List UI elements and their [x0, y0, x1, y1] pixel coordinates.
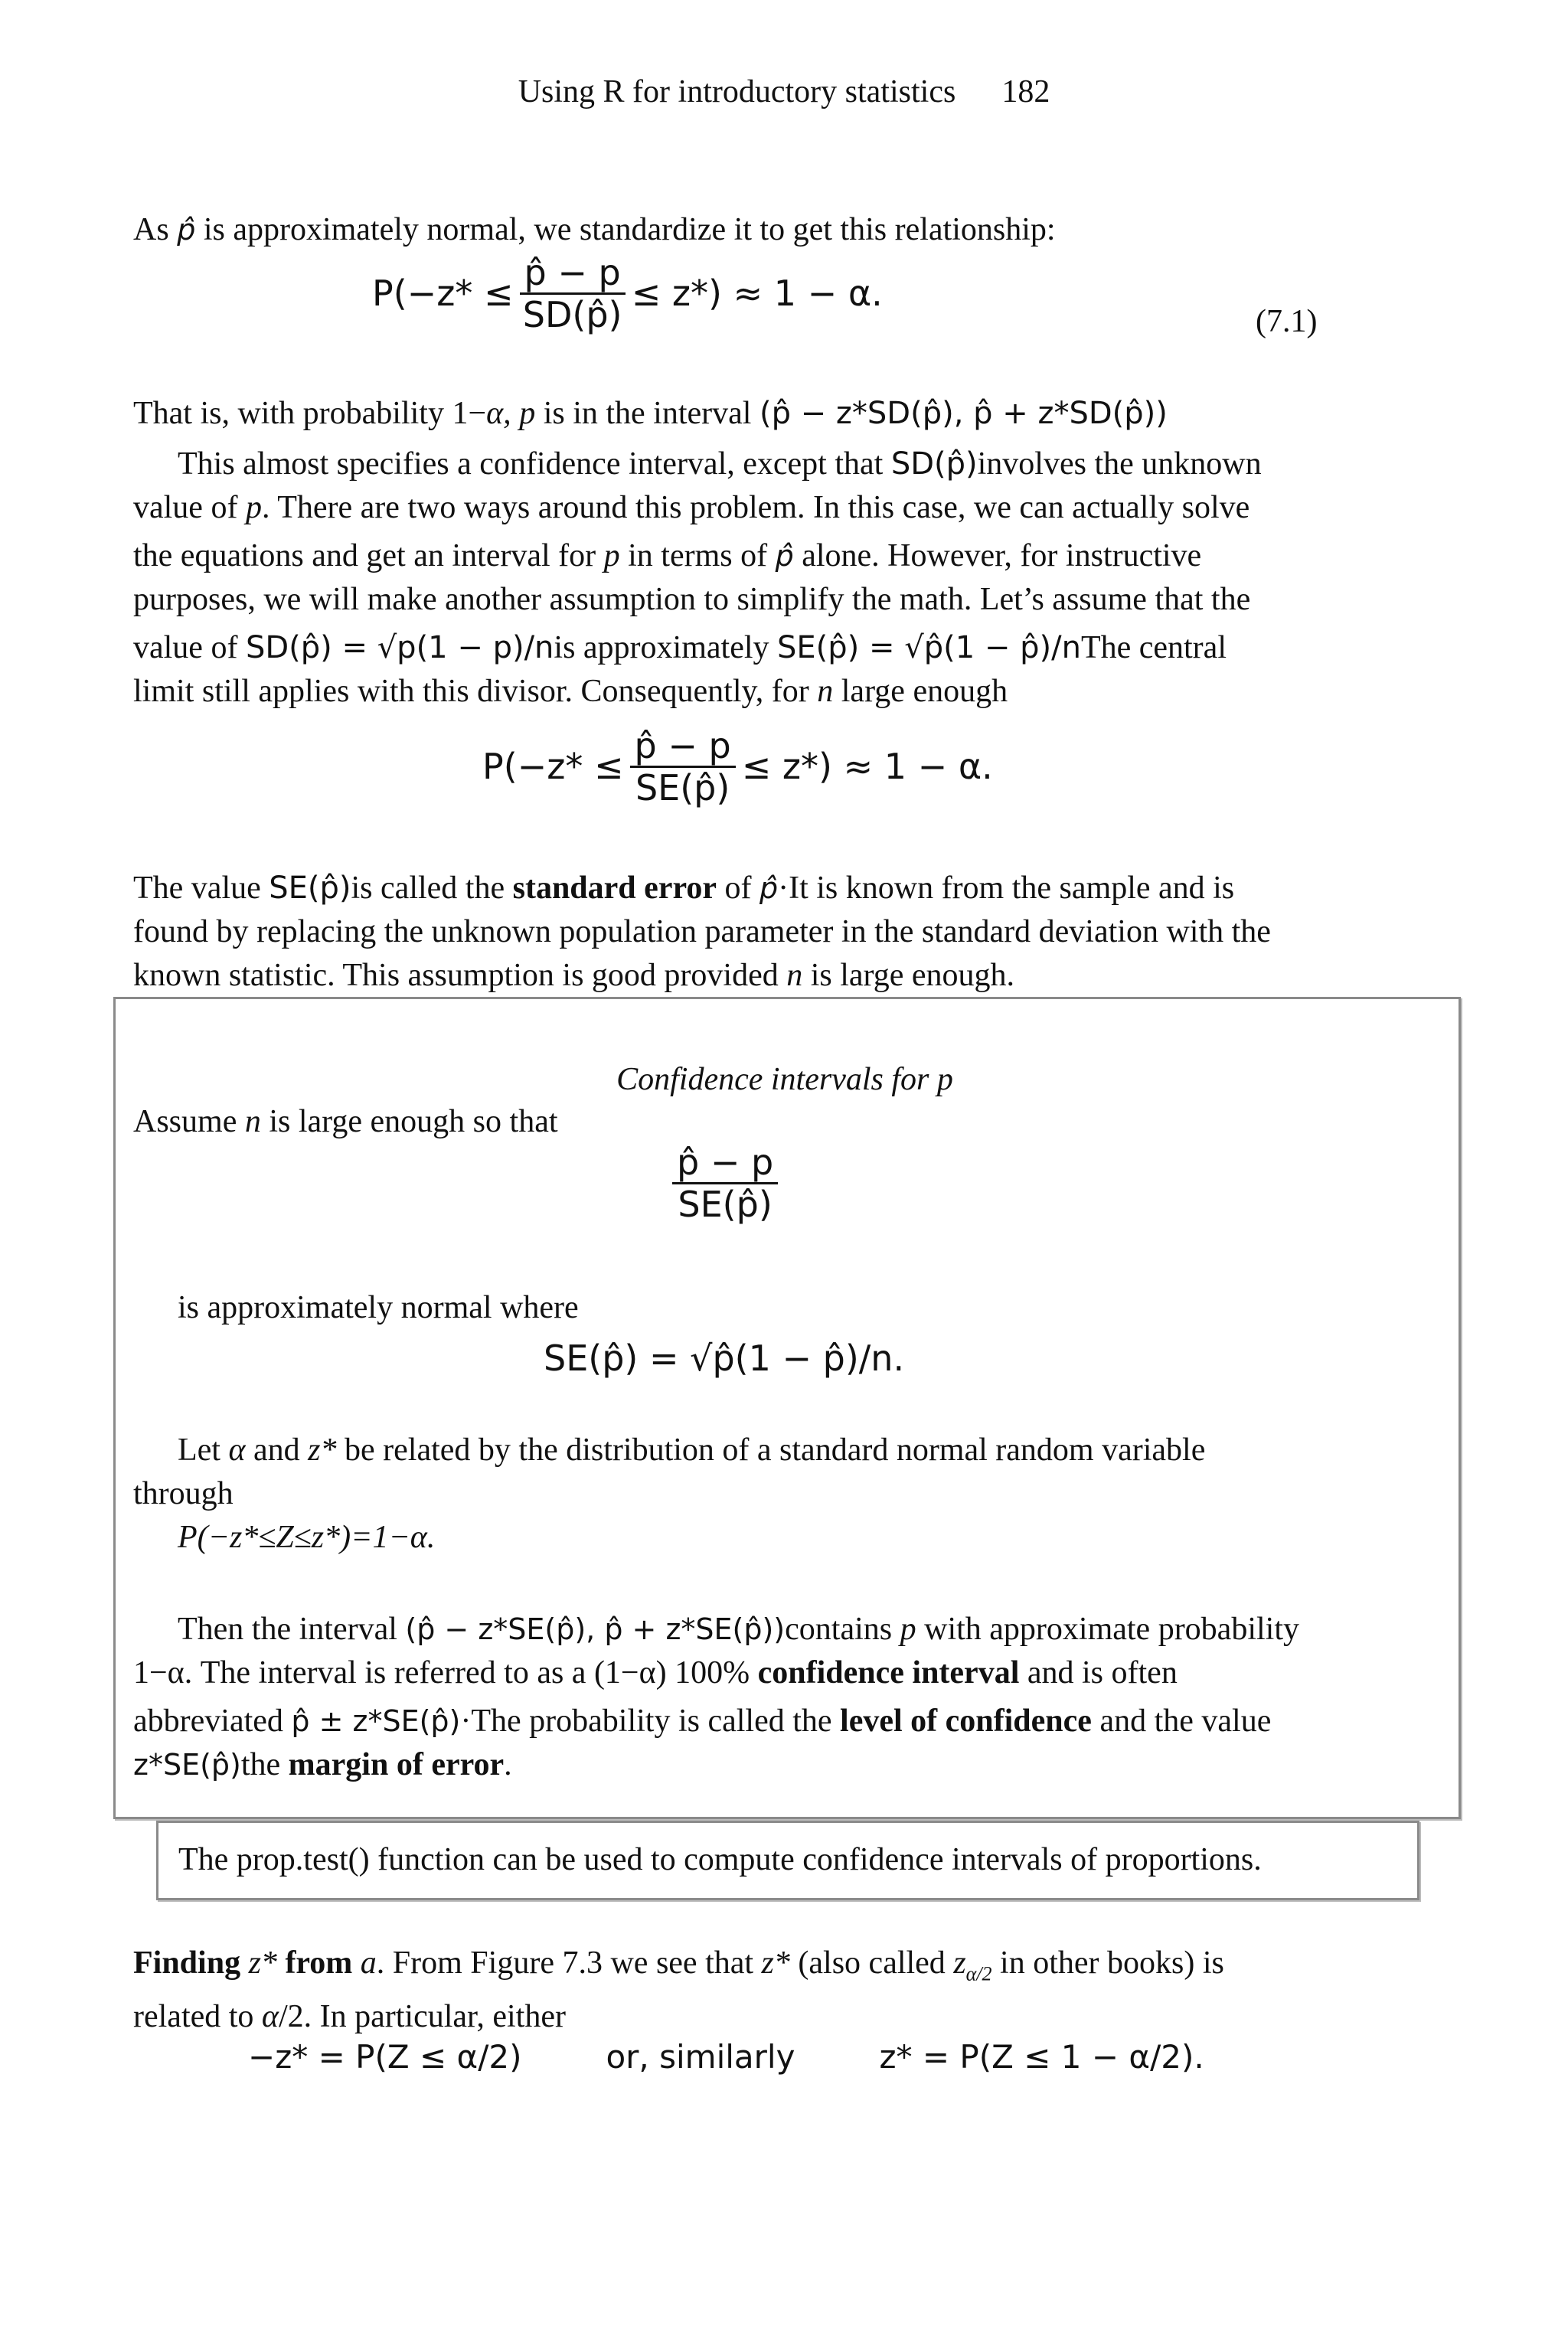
paragraph-assumption	[133, 443, 1436, 714]
text: Assume	[133, 1104, 237, 1139]
paragraph-standard-error	[133, 867, 1436, 998]
term-standard-error: standard error	[512, 871, 717, 906]
var-p: p	[519, 396, 536, 431]
text: the	[240, 1747, 281, 1782]
text: /2. In particular, either	[278, 1999, 566, 2035]
p-hat-symbol: p̂	[775, 539, 794, 573]
var-a: a	[360, 1945, 377, 1981]
equation-se	[482, 726, 993, 808]
text: (also called	[798, 1945, 946, 1981]
numerator: p̂ − p	[672, 1142, 778, 1184]
text: with approximate probability	[924, 1612, 1299, 1647]
paragraph-intro	[133, 208, 1436, 252]
var-p: p	[603, 538, 620, 573]
box-let	[133, 1429, 1436, 1560]
z-subscript	[953, 1945, 992, 1985]
eq-mid: or, similarly	[606, 2038, 795, 2076]
equation-number: (7.1)	[1256, 304, 1318, 339]
fraction	[630, 726, 736, 808]
box-title	[133, 1058, 1436, 1102]
heading-finding: Finding	[133, 1945, 241, 1981]
page-number: 182	[1001, 74, 1050, 109]
text: The central	[1080, 630, 1227, 665]
z-base: z	[953, 1945, 966, 1981]
text: large enough	[841, 674, 1008, 709]
text: known statistic. This assumption is good provided	[133, 958, 779, 993]
denominator: SD(p̂)	[522, 294, 622, 335]
term-margin-of-error: margin of error	[288, 1747, 505, 1782]
sd-formula: SD(p̂) = √p(1 − p)/n	[245, 630, 554, 665]
text: in terms of	[628, 538, 768, 573]
running-header	[0, 70, 1568, 114]
text: and the value	[1099, 1704, 1272, 1739]
numerator: p̂ − p	[520, 253, 626, 295]
text: the equations and get an interval for	[133, 538, 596, 573]
margin-formula: z*SE(p̂)	[133, 1748, 241, 1782]
text: .	[504, 1747, 512, 1782]
text: As	[133, 212, 169, 247]
text: alone. However, for instructive	[802, 538, 1202, 573]
text: in other books) is	[1000, 1945, 1224, 1981]
probability-statement: P(−z*≤Z≤z*)=1−α.	[178, 1520, 436, 1555]
eq-right: ≤ z*) ≈ 1 − α.	[741, 746, 993, 787]
var-n: n	[786, 958, 803, 993]
box-fraction	[666, 1142, 784, 1224]
text: limit still applies with this divisor. Consequently, for	[133, 674, 809, 709]
term-level-of-confidence: level of confidence	[840, 1704, 1092, 1739]
term-confidence-interval: confidence interval	[757, 1655, 1020, 1690]
subscript: α/2	[965, 1962, 992, 1985]
text: and	[253, 1432, 300, 1468]
text: involves the unknown	[977, 446, 1262, 482]
text: purposes, we will make another assumption to simplify the math. Let’s assume that the	[133, 582, 1251, 617]
eq-left: −z* = P(Z ≤ α/2)	[248, 2038, 522, 2076]
text: ·The probability is called the	[460, 1704, 832, 1739]
interval-formula: (p̂ − z*SE(p̂), p̂ + z*SE(p̂))	[405, 1612, 786, 1646]
text: abbreviated	[133, 1704, 283, 1739]
numerator: p̂ − p	[630, 726, 736, 768]
se-definition: SE(p̂) = √p̂(1 − p̂)/n.	[544, 1338, 905, 1379]
text: ·It is known from the sample and is	[778, 871, 1235, 906]
denominator: SE(p̂)	[678, 1184, 773, 1225]
var-n: n	[244, 1104, 261, 1139]
text: contains	[785, 1612, 893, 1647]
se-formula: SE(p̂) = √p̂(1 − p̂)/n	[777, 630, 1081, 665]
heading-from: from	[285, 1945, 353, 1981]
se-formula: SE(p̂)	[269, 871, 351, 906]
text: . From Figure 7.3 we see that	[376, 1945, 754, 1981]
alpha: α	[228, 1432, 246, 1468]
eq-left: P(−z* ≤	[482, 746, 624, 787]
box-normal	[178, 1286, 1481, 1330]
text: found by replacing the unknown population parameter in the standard deviation with the	[133, 914, 1271, 949]
text: is approximately normal, we standardize it to get this relationship:	[203, 212, 1056, 247]
text: is in the interval	[543, 396, 752, 431]
running-title: Using R for introductory statistics	[518, 74, 956, 109]
sd-formula: SD(p̂)	[890, 446, 978, 482]
denominator: SE(p̂)	[635, 767, 730, 808]
fraction	[520, 253, 626, 335]
text: related to	[133, 1999, 254, 2035]
p-hat-symbol: p̂	[177, 213, 196, 247]
box-assume	[133, 1100, 1436, 1144]
box-then	[133, 1608, 1436, 1787]
text: be related by the distribution of a standard normal random variable	[345, 1432, 1206, 1468]
text: is large enough.	[810, 958, 1015, 993]
fraction	[672, 1142, 778, 1224]
eq-right: z* = P(Z ≤ 1 − α/2).	[879, 2038, 1204, 2076]
text: . There are two ways around this problem. In this case, we can actually solve	[261, 490, 1250, 525]
note-box	[156, 1821, 1419, 1900]
text: This almost specifies a confidence interval, except that	[178, 446, 884, 482]
box-se-definition	[544, 1337, 904, 1380]
text: through	[133, 1476, 234, 1511]
equation-7-1	[372, 253, 883, 335]
var-z: z*	[248, 1945, 277, 1981]
box-title-text: Confidence intervals for p	[616, 1062, 953, 1097]
eq-right: ≤ z*) ≈ 1 − α.	[631, 273, 883, 314]
var-p: p	[245, 490, 262, 525]
note-text: The prop.test() function can be used to compute confidence intervals of proportions.	[178, 1842, 1262, 1877]
text: is approximately normal where	[178, 1290, 579, 1325]
interval-formula: (p̂ − z*SD(p̂), p̂ + z*SD(p̂))	[759, 396, 1168, 431]
alpha: α,	[486, 396, 511, 431]
text: is approximately	[554, 630, 769, 665]
var-z: z*	[761, 1945, 790, 1981]
text: That is, with probability 1−	[133, 396, 487, 431]
var-z: z*	[308, 1432, 337, 1468]
alpha: α	[261, 1999, 279, 2035]
text: of	[724, 871, 752, 906]
text: is large enough so that	[269, 1104, 558, 1139]
text: The value	[133, 871, 261, 906]
p-hat-symbol: p̂	[759, 871, 779, 905]
eq-left: P(−z* ≤	[372, 273, 514, 314]
text: value of	[133, 490, 238, 525]
text: is called the	[351, 871, 505, 906]
var-p: p	[900, 1612, 916, 1647]
text: and is often	[1027, 1655, 1178, 1690]
text: Let	[178, 1432, 220, 1468]
equation-z-star	[248, 2035, 1204, 2079]
text: 1−α. The interval is referred to as a (1−α) 100%	[133, 1655, 750, 1690]
ci-abbreviation: p̂ ± z*SE(p̂)	[291, 1704, 461, 1738]
text: value of	[133, 630, 238, 665]
paragraph-interval	[133, 392, 1436, 436]
var-n: n	[817, 674, 834, 709]
text: Then the interval	[178, 1612, 397, 1647]
paragraph-finding-z	[133, 1942, 1436, 2039]
